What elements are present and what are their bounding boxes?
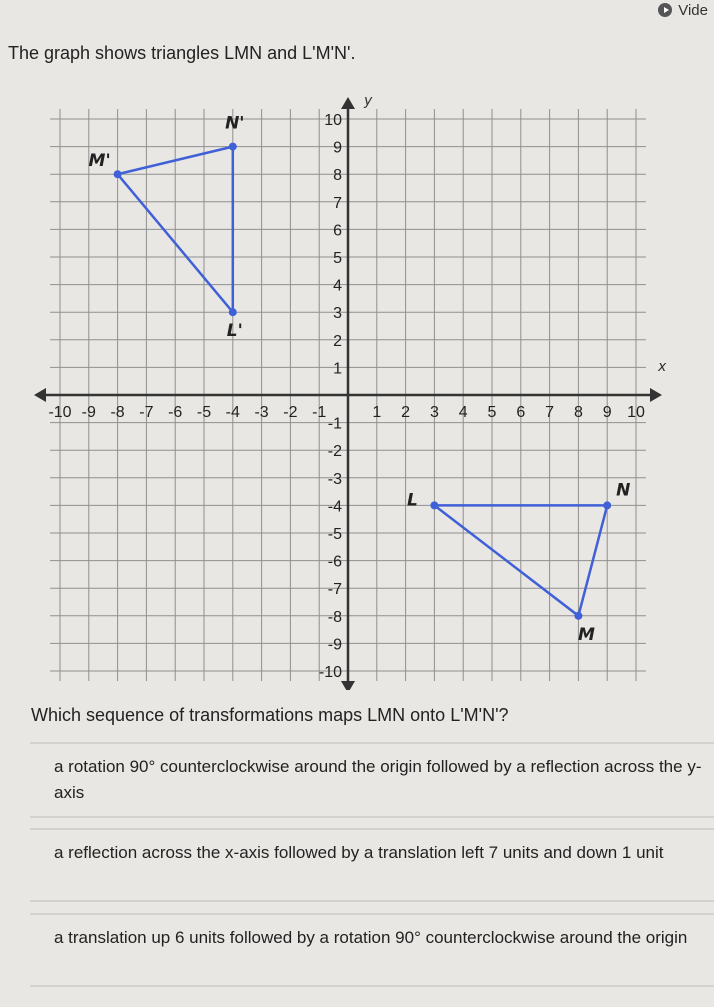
choice-text: a rotation 90° counterclockwise around the origin followed by a reflection across the y-axis [54, 757, 702, 802]
x-tick-label: 3 [429, 404, 439, 421]
vertex-label: N' [225, 113, 245, 134]
video-button[interactable] [658, 0, 714, 20]
y-tick-label: -3 [327, 470, 342, 488]
vertex-point [229, 143, 237, 151]
x-tick-label: -3 [254, 404, 269, 421]
x-tick-label: 4 [458, 404, 468, 421]
choice-text: a reflection across the x-axis followed by a translation left 7 units and down 1 unit [54, 843, 664, 862]
prompt-text: The graph shows triangles LMN and L'M'N'. [8, 43, 356, 63]
x-tick-label: 10 [627, 404, 645, 421]
x-tick-label: -4 [225, 404, 240, 421]
vertex-point [603, 501, 611, 509]
y-tick-label: 2 [333, 332, 342, 350]
video-label: Vide [678, 1, 708, 19]
x-axis-arrow-left [34, 388, 46, 402]
answer-choice-c[interactable] [30, 913, 714, 987]
y-tick-label: 5 [333, 250, 342, 267]
x-tick-label: 2 [401, 404, 411, 421]
y-axis-arrow-up [341, 97, 355, 109]
vertex-point [574, 612, 582, 620]
x-tick-label: 7 [545, 404, 555, 421]
answer-choice-a[interactable] [30, 742, 714, 818]
y-tick-label: -5 [327, 526, 342, 543]
x-axis-arrow-right [650, 388, 662, 402]
x-tick-label: 5 [487, 404, 497, 421]
vertex-label: L' [226, 321, 243, 342]
y-tick-label: -1 [327, 415, 342, 433]
y-tick-label: 3 [333, 305, 342, 323]
vertex-label: M [577, 624, 595, 645]
y-tick-label: -6 [327, 553, 342, 571]
x-tick-label: 1 [372, 404, 382, 421]
y-tick-label: 4 [333, 277, 342, 295]
y-tick-label: 9 [333, 139, 342, 157]
vertex-point [114, 170, 122, 178]
vertex-point [229, 308, 237, 316]
y-tick-label: -10 [318, 664, 342, 681]
y-tick-label: 8 [333, 167, 342, 185]
answer-choice-b[interactable] [30, 828, 714, 902]
x-axis-label: x [658, 359, 667, 375]
x-tick-label: -5 [196, 404, 212, 421]
y-tick-label: 10 [324, 112, 342, 129]
x-tick-label: -7 [139, 404, 154, 421]
x-tick-label: 6 [516, 404, 526, 421]
x-tick-label: -6 [168, 404, 183, 421]
y-tick-label: 6 [333, 222, 342, 240]
x-tick-label: -9 [81, 404, 96, 421]
vertex-point [430, 501, 438, 509]
y-axis-label: y [364, 93, 373, 109]
y-tick-label: -9 [327, 636, 342, 654]
x-tick-label: -10 [48, 404, 72, 421]
y-tick-label: -2 [327, 443, 342, 461]
x-tick-label: -1 [312, 404, 327, 421]
y-tick-label: -4 [327, 498, 342, 516]
x-tick-label: -8 [110, 404, 125, 421]
choice-text: a translation up 6 units followed by a rotation 90° counterclockwise around the origin [54, 928, 688, 947]
x-tick-label: 8 [573, 404, 583, 421]
vertex-label: N [616, 480, 631, 501]
vertex-label: L [406, 490, 418, 511]
play-icon [658, 3, 672, 17]
y-axis-arrow-down [341, 681, 355, 690]
vertex-label: M' [88, 151, 111, 172]
y-tick-label: 7 [333, 194, 342, 212]
y-tick-label: 1 [333, 360, 342, 378]
y-tick-label: -7 [327, 581, 342, 599]
coordinate-graph [0, 80, 714, 690]
question-text: Which sequence of transformations maps LMN onto L'M'N'? [31, 705, 509, 725]
y-tick-label: -8 [327, 608, 342, 626]
x-tick-label: 9 [602, 404, 612, 421]
x-tick-label: -2 [283, 404, 298, 421]
